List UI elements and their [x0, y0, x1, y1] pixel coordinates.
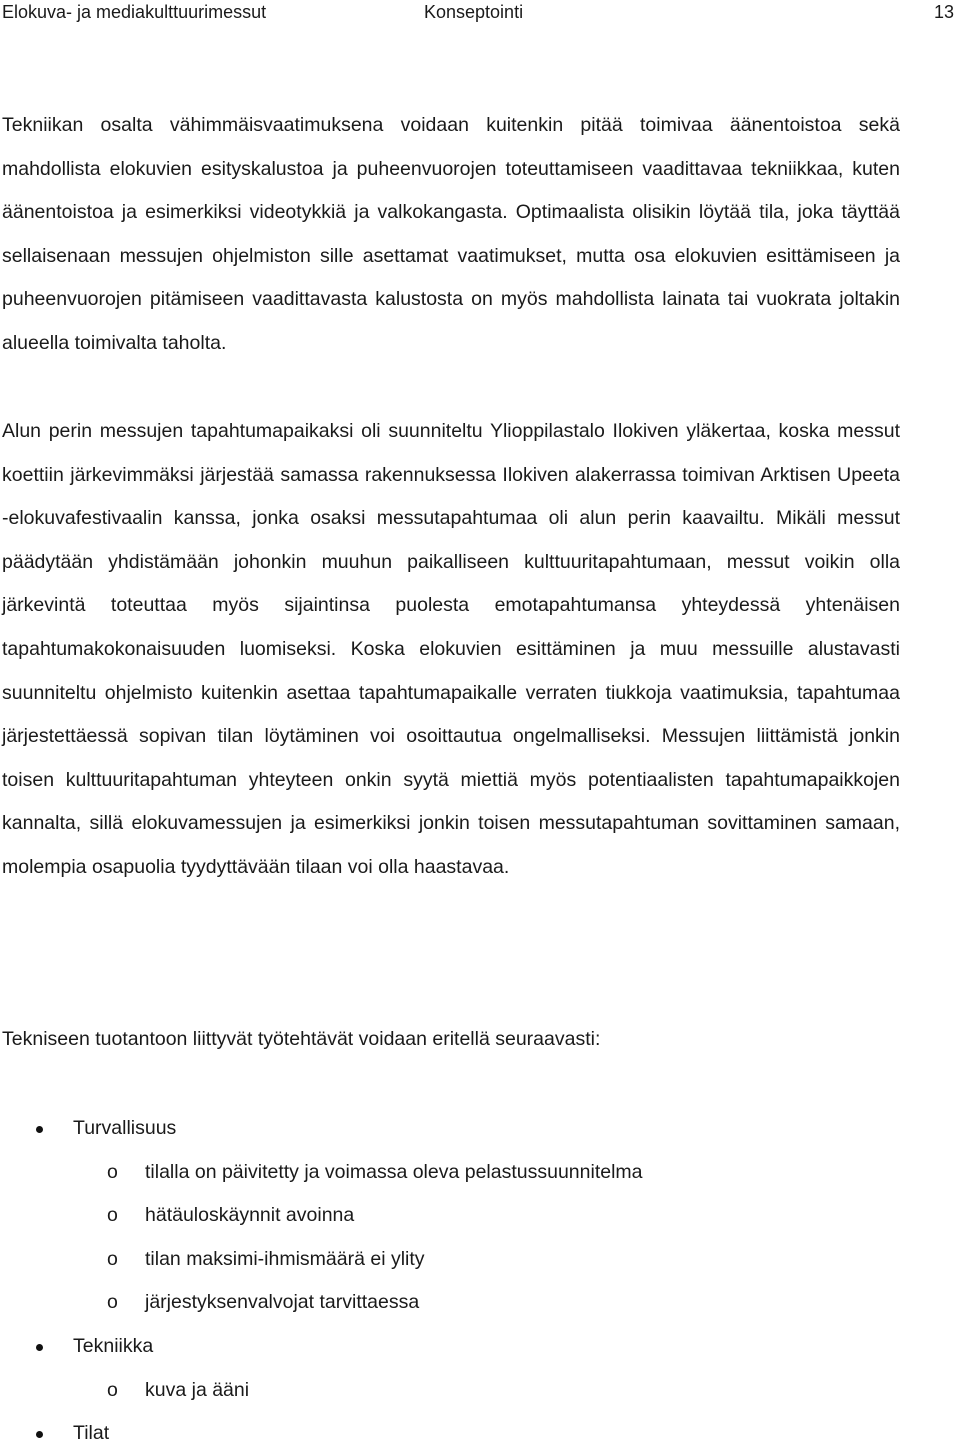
list-subitem-label: järjestyksenvalvojat tarvittaessa [145, 1291, 420, 1314]
paragraph-text: Tekniikan osalta vähimmäisvaatimuksena voidaan kuitenkin pitää toimivaa äänentoistoa sekä mahdollista elokuvien esityskalustoa ja puheenvuorojen toteuttamiseen vaadittavaa tekniikkaa, kuten äänentoistoa ja esimerkiksi videotykkiä ja valkokangasta. Optimaalista olisikin löytää tila, joka täyttää sellaisenaan messujen ohjelmiston sille asettamat vaatimukset, mutta osa elokuvien esittämiseen ja puheenvuorojen pitämiseen vaadittavasta kalustosta on myös mahdollista lainata tai vuokrata joltakin alueella toimivalta taholta. [2, 114, 900, 354]
list-item-label: Tekniikka [73, 1334, 154, 1357]
task-list [0, 1107, 960, 1456]
header-document-title: Elokuva- ja mediakulttuurimessut [2, 2, 267, 22]
sub-bullet-icon: o [107, 1160, 118, 1183]
sub-bullet-icon: o [107, 1291, 118, 1314]
list-item-level2 [0, 1238, 960, 1282]
paragraph-venue [2, 410, 900, 890]
list-item-label: Tilat [73, 1422, 110, 1445]
paragraph-technical-requirements [2, 104, 900, 366]
list-item-level2 [0, 1194, 960, 1238]
list-subitem-label: tilan maksimi-ihmismäärä ei ylity [145, 1247, 425, 1270]
list-item-level2 [0, 1369, 960, 1413]
list-item-level2 [0, 1151, 960, 1195]
list-item-level1 [0, 1325, 960, 1369]
paragraph-task-intro [2, 1018, 900, 1062]
page-number: 13 [933, 2, 954, 22]
sub-bullet-icon: o [107, 1204, 118, 1227]
list-item-level1 [0, 1107, 960, 1151]
list-item-label: Turvallisuus [73, 1117, 177, 1139]
list-subitem-label: tilalla on päivitetty ja voimassa oleva pelastussuunnitelma [145, 1160, 643, 1183]
bullet-icon [36, 1126, 43, 1133]
bullet-icon [36, 1431, 43, 1438]
list-subitem-label: hätäuloskäynnit avoinna [145, 1204, 355, 1227]
paragraph-text: Alun perin messujen tapahtumapaikaksi oli suunniteltu Ylioppilastalo Ilokiven yläkertaa, koska messut koettiin järkevimmäksi järjestää samassa rakennuksessa Ilokiven alakerrassa toimivan Arktisen Upeeta -elokuvafestivaalin kanssa, jonka osaksi messutapahtumaa oli alun perin kaavailtu. Mikäli messut päädytään yhdistämään johonkin muuhun paikalliseen kulttuuritapahtumaan, messut voikin olla järkevintä toteuttaa myös sijaintinsa puolesta emotapahtumansa yhteydessä yhtenäisen tapahtumakokonaisuuden luomiseksi. Koska elokuvien esittäminen ja muu messuille alustavasti suunniteltu ohjelmisto kuitenkin asettaa tapahtumapaikalle verraten tiukkoja vaatimuksia, tapahtumaa järjestettäessä sopivan tilan löytäminen voi osoittautua ongelmalliseksi. Messujen liittämistä jonkin toisen kulttuuritapahtuman yhteyteen onkin syytä miettiä myös potentiaalisten tapahtumapaikkojen kannalta, sillä elokuvamessujen ja esimerkiksi jonkin toisen messutapahtuman sovittaminen samaan, molempia osapuolia tyydyttävään tilaan voi olla haastavaa. [2, 420, 900, 878]
page-header [0, 0, 960, 28]
bullet-icon [36, 1344, 43, 1351]
header-section-title: Konseptointi [424, 2, 524, 22]
paragraph-text: Tekniseen tuotantoon liittyvät työtehtävät voidaan eritellä seuraavasti: [2, 1028, 601, 1050]
sub-bullet-icon: o [107, 1247, 118, 1270]
list-subitem-label: kuva ja ääni [145, 1378, 250, 1401]
list-item-level1 [0, 1412, 960, 1456]
list-item-level2 [0, 1281, 960, 1325]
sub-bullet-icon: o [107, 1378, 118, 1401]
